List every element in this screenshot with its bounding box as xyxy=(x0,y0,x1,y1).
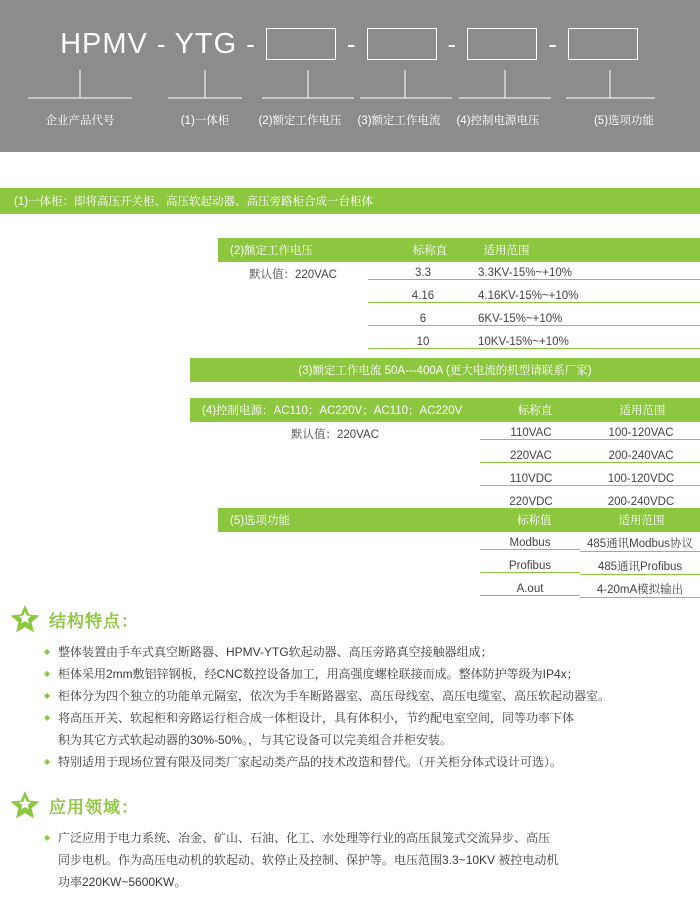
section-application-fields xyxy=(0,790,700,894)
table-row xyxy=(218,262,700,285)
section-application-title: 应用领域： xyxy=(49,797,139,817)
table-row xyxy=(218,555,700,578)
code-dash-2: - xyxy=(246,28,255,59)
cell-nominal: Profibus xyxy=(480,560,580,573)
list-item-continued: 功率220KW~5600KW。 xyxy=(58,875,187,889)
table-option-function-col-range: 适用范围 xyxy=(618,515,665,527)
table-rated-voltage-col-range: 适用范围 xyxy=(483,245,530,257)
section-structure-title: 结构特点： xyxy=(49,611,139,631)
cell-range: 200-240VAC xyxy=(582,450,700,463)
table-row xyxy=(218,285,700,308)
label-rated-voltage: (2)额定工作电压 xyxy=(258,115,342,127)
cell-range: 4.16KV-15%~+10% xyxy=(478,290,700,303)
cell-nominal: Modbus xyxy=(480,537,580,550)
table-row xyxy=(190,445,700,468)
star-icon xyxy=(10,604,40,634)
code-box-current xyxy=(367,28,437,60)
cell-nominal: 6 xyxy=(368,313,478,326)
list-item-continued: 同步电机。作为高压电动机的软起动、软停止及控制、保护等。电压范围3.3~10KV 被控电动机 xyxy=(58,853,559,867)
table-rated-voltage-header xyxy=(218,238,700,262)
table-control-power-default: 默认值：220VAC xyxy=(291,428,379,441)
code-dash-4: - xyxy=(447,28,457,59)
cell-range: 6KV-15%~+10% xyxy=(478,313,700,326)
cell-nominal: 220VAC xyxy=(480,450,582,463)
table-rated-voltage xyxy=(218,238,700,354)
star-icon xyxy=(10,790,40,820)
cell-nominal: 220VDC xyxy=(480,496,582,509)
code-box-voltage xyxy=(266,28,336,60)
label-company-code: 企业产品代号 xyxy=(45,115,115,127)
list-item-continued: 积为其它方式软起动器的30%-50%。，与其它设备可以完美组合并柜安装。 xyxy=(58,733,453,747)
code-label-row xyxy=(0,112,700,128)
leader-lines xyxy=(0,64,700,106)
table-control-power-col-range: 适用范围 xyxy=(619,405,666,417)
table-option-function-header xyxy=(218,508,700,532)
list-item: ◆ 特别适用于现场位置有限及同类厂家起动类产品的技术改造和替代。（开关柜分体式设计可选）。 xyxy=(44,752,686,772)
code-box-option xyxy=(568,28,638,60)
cell-nominal: 110VDC xyxy=(480,473,582,486)
cell-range: 100-120VDC xyxy=(582,473,700,486)
label-integrated-cabinet: (1)一体柜 xyxy=(180,115,230,127)
table-option-function xyxy=(218,508,700,601)
list-item: ◆ 柜体采用2mm敷铝锌钢板，经CNC数控设备加工，用高强度螺栓联接而成。整体防护等级为IP4x； xyxy=(44,664,686,684)
structure-feature-list xyxy=(0,642,700,772)
product-code-row xyxy=(0,18,700,70)
list-item: ◆ 将高压开关、软起柜和旁路运行柜合成一体柜设计，具有体积小，节约配电室空间，同等功率下体 xyxy=(44,708,686,728)
cell-nominal: A.out xyxy=(480,583,580,596)
code-dash-5: - xyxy=(548,28,557,59)
table-row xyxy=(218,331,700,354)
table-control-power-col-nominal: 标称直 xyxy=(517,405,553,417)
table-row xyxy=(190,422,700,445)
table-row xyxy=(218,578,700,601)
product-code-banner xyxy=(0,0,700,152)
table-row xyxy=(218,532,700,555)
cell-range: 200-240VDC xyxy=(582,496,700,509)
list-item: ◆ 整体装置由手车式真空断路器、HPMV-YTG软起动器、高压旁路真空接触器组成； xyxy=(44,642,686,662)
code-prefix-ytg: YTG xyxy=(174,27,238,60)
cell-nominal: 110VAC xyxy=(480,427,582,440)
label-control-voltage: (4)控制电源电压 xyxy=(456,115,540,127)
section-structure-header xyxy=(0,604,700,634)
application-field-list xyxy=(0,828,700,892)
cell-range: 485通讯Profibus xyxy=(580,558,700,575)
label-option-function: (5)选项功能 xyxy=(593,115,655,127)
code-prefix-hpmv: HPMV xyxy=(60,27,148,60)
table-row xyxy=(190,468,700,491)
cell-range: 100-120VAC xyxy=(582,427,700,440)
cell-nominal: 3.3 xyxy=(368,267,478,280)
label-rated-current: (3)额定工作电流 xyxy=(357,115,441,127)
band-rated-current: (3)额定工作电流 50A---400A (更大电流的机型请联系厂家) xyxy=(190,358,700,382)
table-rated-voltage-col-nominal: 标称直 xyxy=(412,245,448,257)
cell-nominal: 10 xyxy=(368,336,478,349)
table-control-power-header xyxy=(190,398,700,422)
list-item: ◆ 柜体分为四个独立的功能单元隔室，依次为手车断路器室、高压母线室、高压电缆室、高压软起动器室。 xyxy=(44,686,686,706)
cell-range: 485通讯Modbus协议 xyxy=(580,535,700,552)
band-integrated-cabinet: (1)一体柜：即将高压开关柜、高压软起动器、高压旁路柜合成一台柜体 xyxy=(0,188,700,214)
cell-range: 3.3KV-15%~+10% xyxy=(478,267,700,280)
cell-nominal: 4.16 xyxy=(368,290,478,303)
table-rated-voltage-title: (2)额定工作电压 xyxy=(230,245,314,257)
code-box-control-voltage xyxy=(467,28,537,60)
table-control-power-title: (4)控制电源：AC110；AC220V；AC110；AC220V xyxy=(202,405,463,417)
table-option-function-col-nominal: 标称值 xyxy=(516,515,552,527)
table-row xyxy=(218,308,700,331)
section-structure-features xyxy=(0,604,700,774)
list-item: ◆ 广泛应用于电力系统、冶金、矿山、石油、化工、水处理等行业的高压鼠笼式交流异步、高压 xyxy=(44,828,686,848)
cell-range: 10KV-15%~+10% xyxy=(478,336,700,349)
table-control-power xyxy=(190,398,700,514)
code-dash-1: - xyxy=(156,28,166,59)
section-application-header xyxy=(0,790,700,820)
code-dash-3: - xyxy=(346,28,356,59)
cell-range: 4-20mA模拟输出 xyxy=(580,581,700,598)
table-rated-voltage-default: 默认值：220VAC xyxy=(249,268,337,281)
table-option-function-title: (5)选项功能 xyxy=(230,515,291,527)
